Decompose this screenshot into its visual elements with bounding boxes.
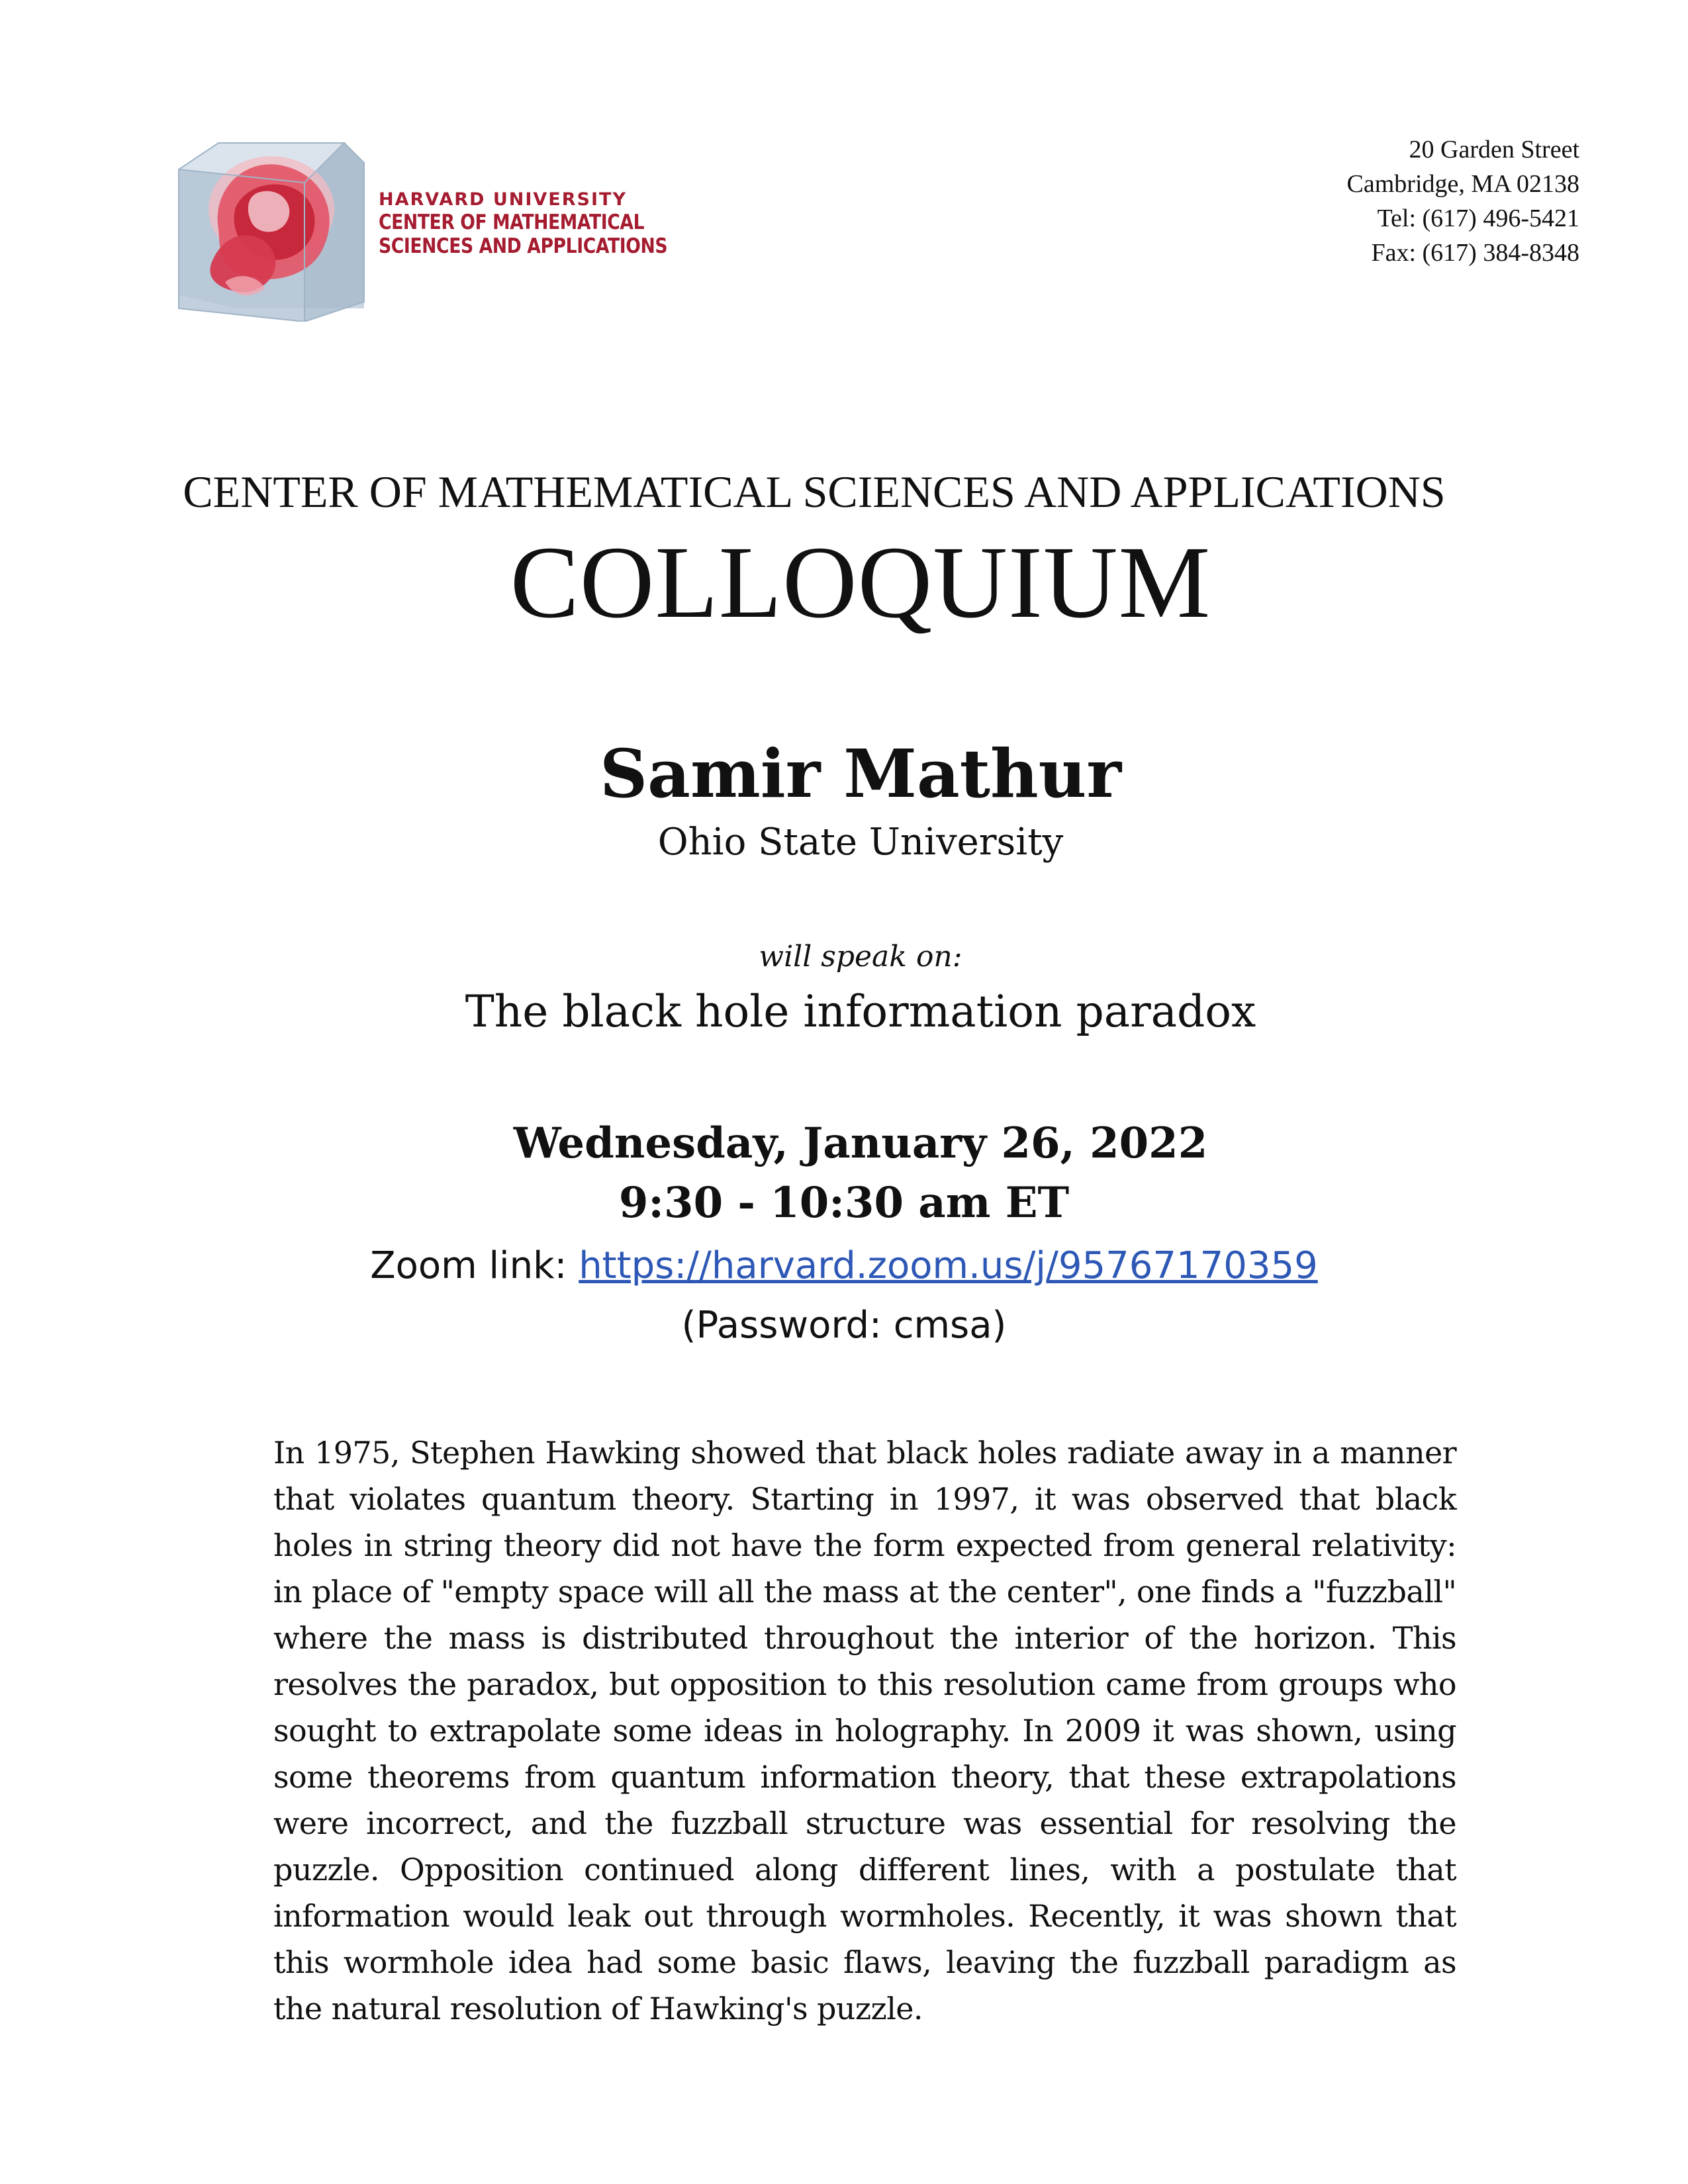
- center-title: CENTER OF MATHEMATICAL SCIENCES AND APPLICATIONS: [183, 467, 1446, 517]
- cmsa-logo: [172, 130, 668, 322]
- logo-line-sciences: SCIENCES AND APPLICATIONS: [379, 234, 668, 259]
- talk-title: The black hole information paradox: [465, 986, 1256, 1037]
- logo-line-center: CENTER OF MATHEMATICAL: [379, 210, 645, 234]
- abstract-paragraph: In 1975, Stephen Hawking showed that black holes radiate away in a manner that violates quantum theory. Starting in 1997, it was observed that black holes in string theory did not have the form expected from general relativity: in place of "empty space will all the mass at the center", one finds a "fuzzball" where the mass is distributed throughout the interior of the horizon. This resolves the paradox, but opposition to this resolution came from groups who sought to extrapolate some ideas in holography. In 2009 it was shown, using some theorems from quantum information theory, that these extrapolations were incorrect, and the fuzzball structure was essential for resolving the puzzle. Opposition continued along different lines, with a postulate that information would leak out through wormholes. Recently, it was shown that this wormhole idea had some basic flaws, leaving the fuzzball paradigm as the natural resolution of Hawking's puzzle.: [273, 1435, 1456, 2026]
- event-date: Wednesday, January 26, 2022: [513, 1118, 1208, 1168]
- series-title: COLLOQUIUM: [510, 525, 1211, 639]
- zoom-link[interactable]: https://harvard.zoom.us/j/95767170359: [579, 1244, 1318, 1287]
- zoom-line: [0, 1244, 1688, 1287]
- zoom-password: (Password: cmsa): [681, 1304, 1007, 1347]
- cmsa-cube-logo-icon: [172, 130, 371, 322]
- speaker-name: Samir Mathur: [599, 735, 1122, 813]
- zoom-label: Zoom link:: [370, 1244, 579, 1287]
- logo-line-harvard: HARVARD UNIVERSITY: [379, 189, 628, 210]
- speaker-affiliation: Ohio State University: [657, 821, 1064, 864]
- address-street: 20 Garden Street: [1409, 136, 1579, 163]
- address-block: [1347, 132, 1579, 270]
- address-tel: Tel: (617) 496-5421: [1377, 205, 1579, 232]
- logo-wordmark: [379, 189, 714, 259]
- address-city: Cambridge, MA 02138: [1346, 170, 1579, 198]
- event-time: 9:30 - 10:30 am ET: [618, 1178, 1070, 1228]
- address-fax: Fax: (617) 384-8348: [1371, 239, 1579, 267]
- will-speak-label: will speak on:: [759, 940, 962, 974]
